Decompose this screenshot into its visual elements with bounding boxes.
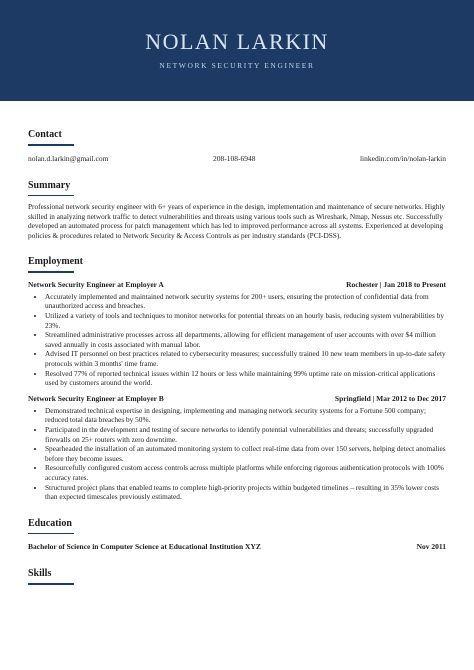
job-header — [28, 394, 446, 404]
contact-rule — [28, 144, 74, 146]
job-bullets — [28, 406, 446, 502]
job-bullet: • Utilized a variety of tools and techniques to monitor networks for potential threats on an hourly basis, reducing system vulnerabilities by 23%. — [45, 311, 446, 330]
job-bullets — [28, 292, 446, 388]
skills-section — [28, 567, 446, 585]
degree-date: Nov 2011 — [416, 542, 446, 552]
job-bullet: • Spearheaded the installation of an automated monitoring system to collect real-time data from over 150 servers, helping detect anomalies before they become issues. — [45, 444, 446, 463]
contact-row — [28, 154, 446, 164]
education-section — [28, 517, 446, 553]
job-bullet: • Advised IT personnel on best practices related to cybersecurity measures; successfully trained 10 new team members in up-to-date safety protocols within 3 months' time frame. — [45, 349, 446, 368]
job-header — [28, 280, 446, 290]
job-title: Network Security Engineer at Employer B — [28, 393, 164, 403]
contact-section — [28, 128, 446, 164]
summary-rule — [28, 195, 74, 197]
employment-rule — [28, 271, 74, 273]
job-bullet: • Resourcefully configured custom access controls across multiple platforms while enforcing rigorous authentication protocols with 100% accuracy rates. — [45, 463, 446, 482]
job-bullet: • Accurately implemented and maintained network security systems for 200+ users, ensuring the protection of confidential data from unauthorized access and breaches. — [45, 292, 446, 311]
contact-heading: Contact — [28, 129, 62, 140]
job-bullet: • Structured project plans that enabled teams to complete high-priority projects within budgeted timelines – resulting in 35% lower costs than expected timescales previously estimated. — [45, 483, 446, 502]
skills-rule — [28, 583, 74, 585]
email-text[interactable]: nolan.d.larkin@gmail.com — [28, 153, 109, 163]
candidate-name: NOLAN LARKIN — [145, 29, 329, 54]
summary-heading: Summary — [28, 179, 71, 191]
employment-heading: Employment — [28, 256, 83, 268]
candidate-role: NETWORK SECURITY ENGINEER — [159, 61, 315, 70]
job-title: Network Security Engineer at Employer A — [28, 279, 164, 289]
job-meta: Rochester | Jan 2018 to Present — [346, 279, 446, 289]
job-bullet: • Demonstrated technical expertise in designing, implementing and managing network security systems for a Fortune 500 company; reduced total data breaches by 50%. — [45, 406, 446, 425]
summary-paragraph: Professional network security engineer with 6+ years of experience in the design, implementation and maintenance of secure networks. Highly skilled in analyzing network traffic to detect vulnerabilities and threats using various tools such as Wireshark, Nmap, Nessus etc. Successfully developed an automated process for patch management which has led to improved performance across all systems. Experienced at developing policies & procedures related to Network Security & Access Controls as per industry standards (PCI-DSS). — [28, 202, 446, 240]
education-row — [28, 542, 446, 552]
education-heading: Education — [28, 517, 72, 529]
job-meta: Springfield | Mar 2012 to Dec 2017 — [334, 393, 446, 403]
job-bullet: • Participated in the development and testing of secure networks to identify potential vulnerabilities and threats; successfully upgraded firewalls on 25+ routers with zero downtime. — [45, 425, 446, 444]
skills-heading: Skills — [28, 568, 52, 580]
resume-body — [0, 128, 474, 585]
job-entry — [28, 280, 446, 388]
job-bullet: • Streamlined administrative processes across all departments, allowing for efficient management of user accounts with over $4 million saved annually in costs associated with manual labor. — [45, 330, 446, 349]
linkedin-text[interactable]: linkedin.com/in/nolan-larkin — [359, 153, 446, 163]
education-rule — [28, 533, 74, 535]
employment-section — [28, 255, 446, 501]
job-entry — [28, 394, 446, 502]
phone-text[interactable]: 208-108-6948 — [212, 153, 256, 163]
summary-section — [28, 179, 446, 241]
resume-header — [0, 0, 474, 101]
degree-text: Bachelor of Science in Computer Science at Educational Institution XYZ — [28, 542, 261, 552]
job-bullet: • Resolved 77% of reported technical issues within 12 hours or less while maintaining 99% uptime rate on mission-critical applications used by customers around the world. — [45, 369, 446, 388]
